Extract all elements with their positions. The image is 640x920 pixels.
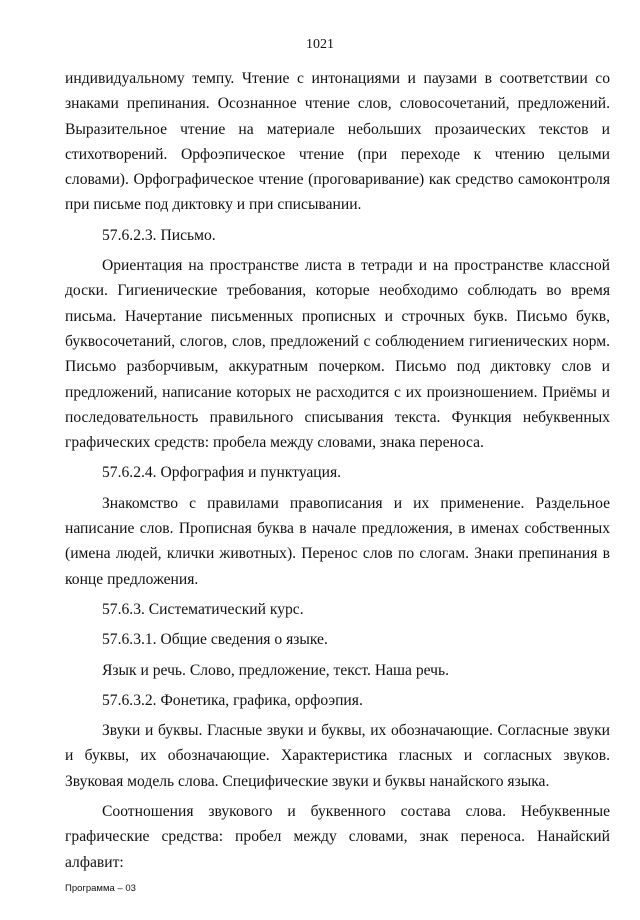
paragraph-writing: Ориентация на пространстве листа в тетради и на пространстве классной доски. Гигиенические требования, которые необходимо соблюдать во время письма. Начертание письменных прописных и строчных букв. Письмо букв, буквосочетаний, слогов, слов, предложений с соблюдением гигиенических норм. Письмо разборчивым, аккуратным почерком. Письмо под диктовку слов и предложений, написание которых не расходится с их произношением. Приёмы и последовательность правильного списывания текста. Функция небуквенных графических средств: пробела между словами, знака переноса. <box>65 257 610 452</box>
paragraph-orthography: Знакомство с правилами правописания и их применение. Раздельное написание слов. Прописная буква в начале предложения, в именах собственных (имена людей, клички животных). Перенос слов по слогам. Знаки препинания в конце предложения. <box>65 494 610 588</box>
paragraph-reading-continuation: индивидуальному темпу. Чтение с интонациями и паузами в соответствии со знаками препинания. Осознанное чтение слов, словосочетаний, предложений. Выразительное чтение на материале небольших прозаических текстов и стихотворений. Орфоэпическое чтение (при переходе к чтению целыми словами). Орфографическое чтение (проговаривание) как средство самоконтроля при письме под диктовку и при списывании. <box>65 70 610 214</box>
section-heading-orthography: 57.6.2.4. Орфография и пунктуация. <box>102 464 342 482</box>
document-body <box>65 66 610 880</box>
paragraph-sound-letter-ratio: Соотношения звукового и буквенного состава слова. Небуквенные графические средства: пробел между словами, знак переноса. Нанайский алфавит: <box>65 803 610 871</box>
footer-label: Программа – 03 <box>65 883 136 894</box>
section-heading-phonetics: 57.6.3.2. Фонетика, графика, орфоэпия. <box>102 691 363 709</box>
section-heading-general-info: 57.6.3.1. Общие сведения о языке. <box>102 631 328 649</box>
paragraph-general-info: Язык и речь. Слово, предложение, текст. Наша речь. <box>102 661 450 679</box>
section-heading-systematic-course: 57.6.3. Систематический курс. <box>102 600 304 618</box>
section-heading-writing: 57.6.2.3. Письмо. <box>102 226 216 244</box>
paragraph-sounds-letters: Звуки и буквы. Гласные звуки и буквы, их обозначающие. Согласные звуки и буквы, их обозначающие. Характеристика гласных и согласных звуков. Звуковая модель слова. Специфические звуки и буквы нанайского языка. <box>65 722 610 790</box>
page-number: 1021 <box>306 37 334 52</box>
